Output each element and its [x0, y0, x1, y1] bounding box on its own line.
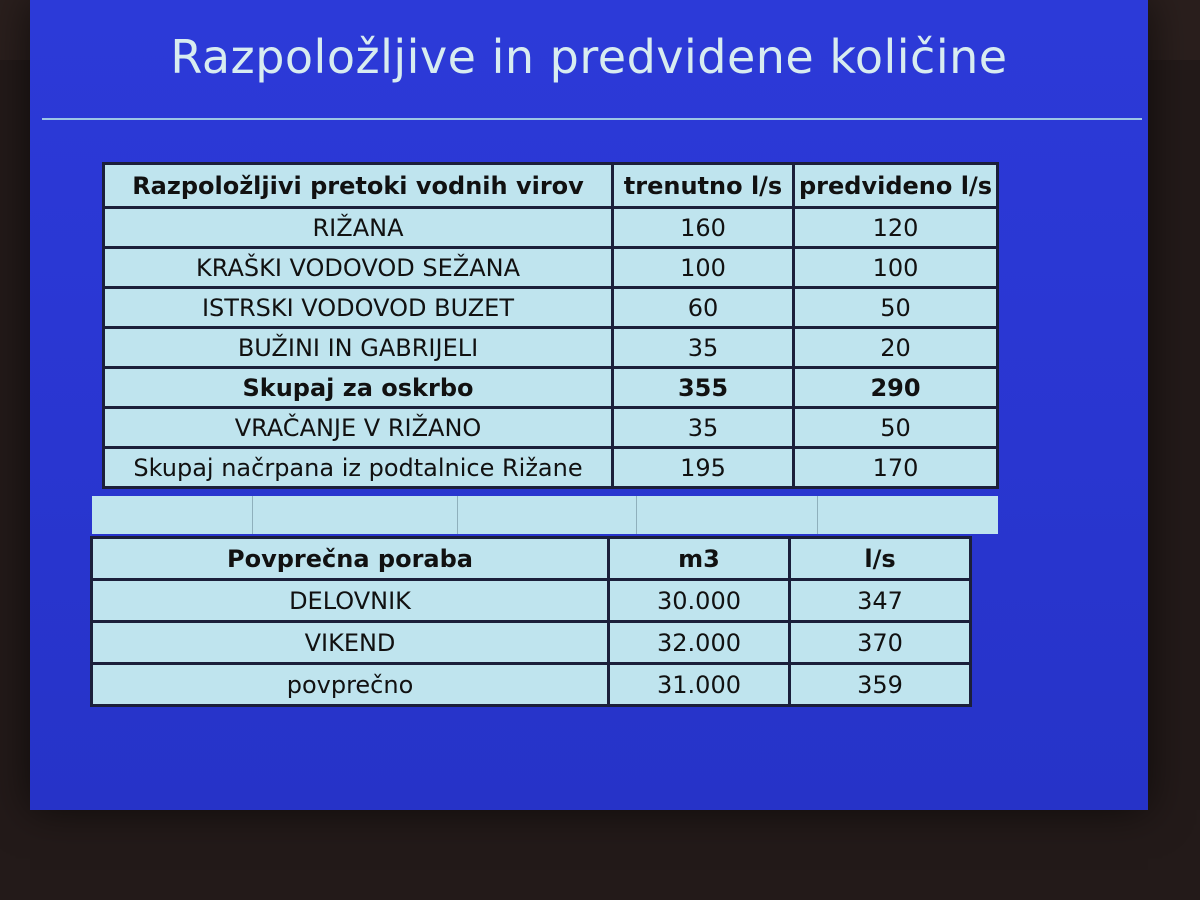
table-row — [104, 288, 998, 328]
row-label: VIKEND — [92, 622, 609, 664]
row-planned: 290 — [794, 368, 998, 408]
row-ls: 359 — [790, 664, 971, 706]
row-planned: 50 — [794, 288, 998, 328]
row-m3: 32.000 — [609, 622, 790, 664]
row-label: DELOVNIK — [92, 580, 609, 622]
slide-title: Razpoložljive in predvidene količine — [170, 30, 1008, 84]
header-ls: l/s — [790, 538, 971, 580]
row-planned: 100 — [794, 248, 998, 288]
row-label: Skupaj načrpana iz podtalnice Rižane — [104, 448, 613, 488]
header-planned: predvideno l/s — [794, 164, 998, 208]
row-m3: 30.000 — [609, 580, 790, 622]
row-label: BUŽINI IN GABRIJELI — [104, 328, 613, 368]
table-header-row — [92, 538, 971, 580]
table-row — [104, 408, 998, 448]
spacer-cell — [92, 496, 253, 534]
row-current: 160 — [613, 208, 794, 248]
empty-spacer-row — [92, 496, 998, 534]
supply-total-row — [104, 368, 998, 408]
row-label: Skupaj za oskrbo — [104, 368, 613, 408]
table-row — [104, 248, 998, 288]
spacer-cell — [637, 496, 818, 534]
header-current: trenutno l/s — [613, 164, 794, 208]
table-row — [92, 622, 971, 664]
row-current: 60 — [613, 288, 794, 328]
header-consumption: Povprečna poraba — [92, 538, 609, 580]
row-label: KRAŠKI VODOVOD SEŽANA — [104, 248, 613, 288]
header-sources: Razpoložljivi pretoki vodnih virov — [104, 164, 613, 208]
row-current: 35 — [613, 328, 794, 368]
row-label: RIŽANA — [104, 208, 613, 248]
table-row — [104, 208, 998, 248]
consumption-table — [90, 536, 972, 707]
row-label: povprečno — [92, 664, 609, 706]
row-current: 195 — [613, 448, 794, 488]
table-row — [104, 448, 998, 488]
row-current: 100 — [613, 248, 794, 288]
header-m3: m3 — [609, 538, 790, 580]
table-row — [104, 328, 998, 368]
row-current: 35 — [613, 408, 794, 448]
spacer-cell — [253, 496, 458, 534]
spacer-cell — [458, 496, 637, 534]
water-sources-table — [102, 162, 999, 489]
table-header-row — [104, 164, 998, 208]
row-label: ISTRSKI VODOVOD BUZET — [104, 288, 613, 328]
row-label: VRAČANJE V RIŽANO — [104, 408, 613, 448]
title-divider — [42, 118, 1142, 120]
row-planned: 170 — [794, 448, 998, 488]
row-planned: 120 — [794, 208, 998, 248]
row-m3: 31.000 — [609, 664, 790, 706]
table-row — [92, 580, 971, 622]
row-current: 355 — [613, 368, 794, 408]
row-ls: 347 — [790, 580, 971, 622]
row-ls: 370 — [790, 622, 971, 664]
table-row — [92, 664, 971, 706]
row-planned: 20 — [794, 328, 998, 368]
row-planned: 50 — [794, 408, 998, 448]
